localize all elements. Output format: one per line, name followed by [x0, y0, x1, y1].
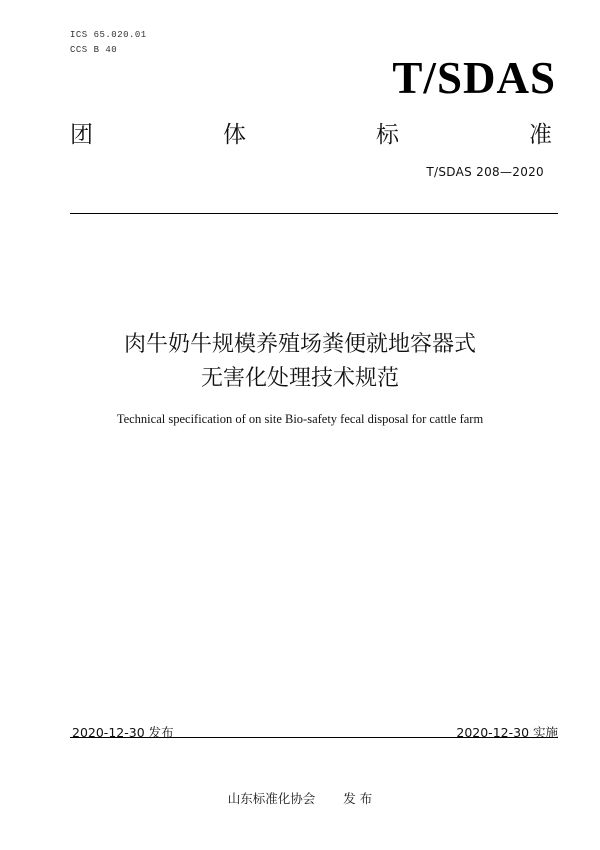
standard-type-char: 体 — [223, 122, 246, 148]
standard-type — [70, 116, 552, 149]
chinese-title — [0, 328, 600, 396]
publisher-line — [0, 789, 600, 807]
standard-type-char: 准 — [529, 122, 552, 148]
standard-number: T/SDAS 208—2020 — [426, 165, 544, 179]
standard-type-char: 团 — [70, 122, 93, 148]
chinese-title-line-1: 肉牛奶牛规模养殖场粪便就地容器式 — [123, 332, 476, 357]
ccs-code: CCS B 40 — [70, 45, 118, 55]
publisher-name: 山东标准化协会 — [227, 791, 316, 806]
standard-logo: T/SDAS — [392, 53, 556, 103]
chinese-title-line-2: 无害化处理技术规范 — [200, 366, 399, 391]
ics-code: ICS 65.020.01 — [70, 30, 147, 40]
standard-type-char: 标 — [376, 122, 399, 148]
header-divider — [70, 213, 558, 214]
footer-divider — [70, 737, 558, 738]
publish-label: 发 布 — [343, 791, 373, 806]
issue-date: 2020-12-30 发布 — [72, 725, 174, 740]
english-title: Technical specification of on site Bio-safety fecal disposal for cattle farm — [116, 412, 484, 426]
implementation-date: 2020-12-30 实施 — [456, 725, 558, 740]
